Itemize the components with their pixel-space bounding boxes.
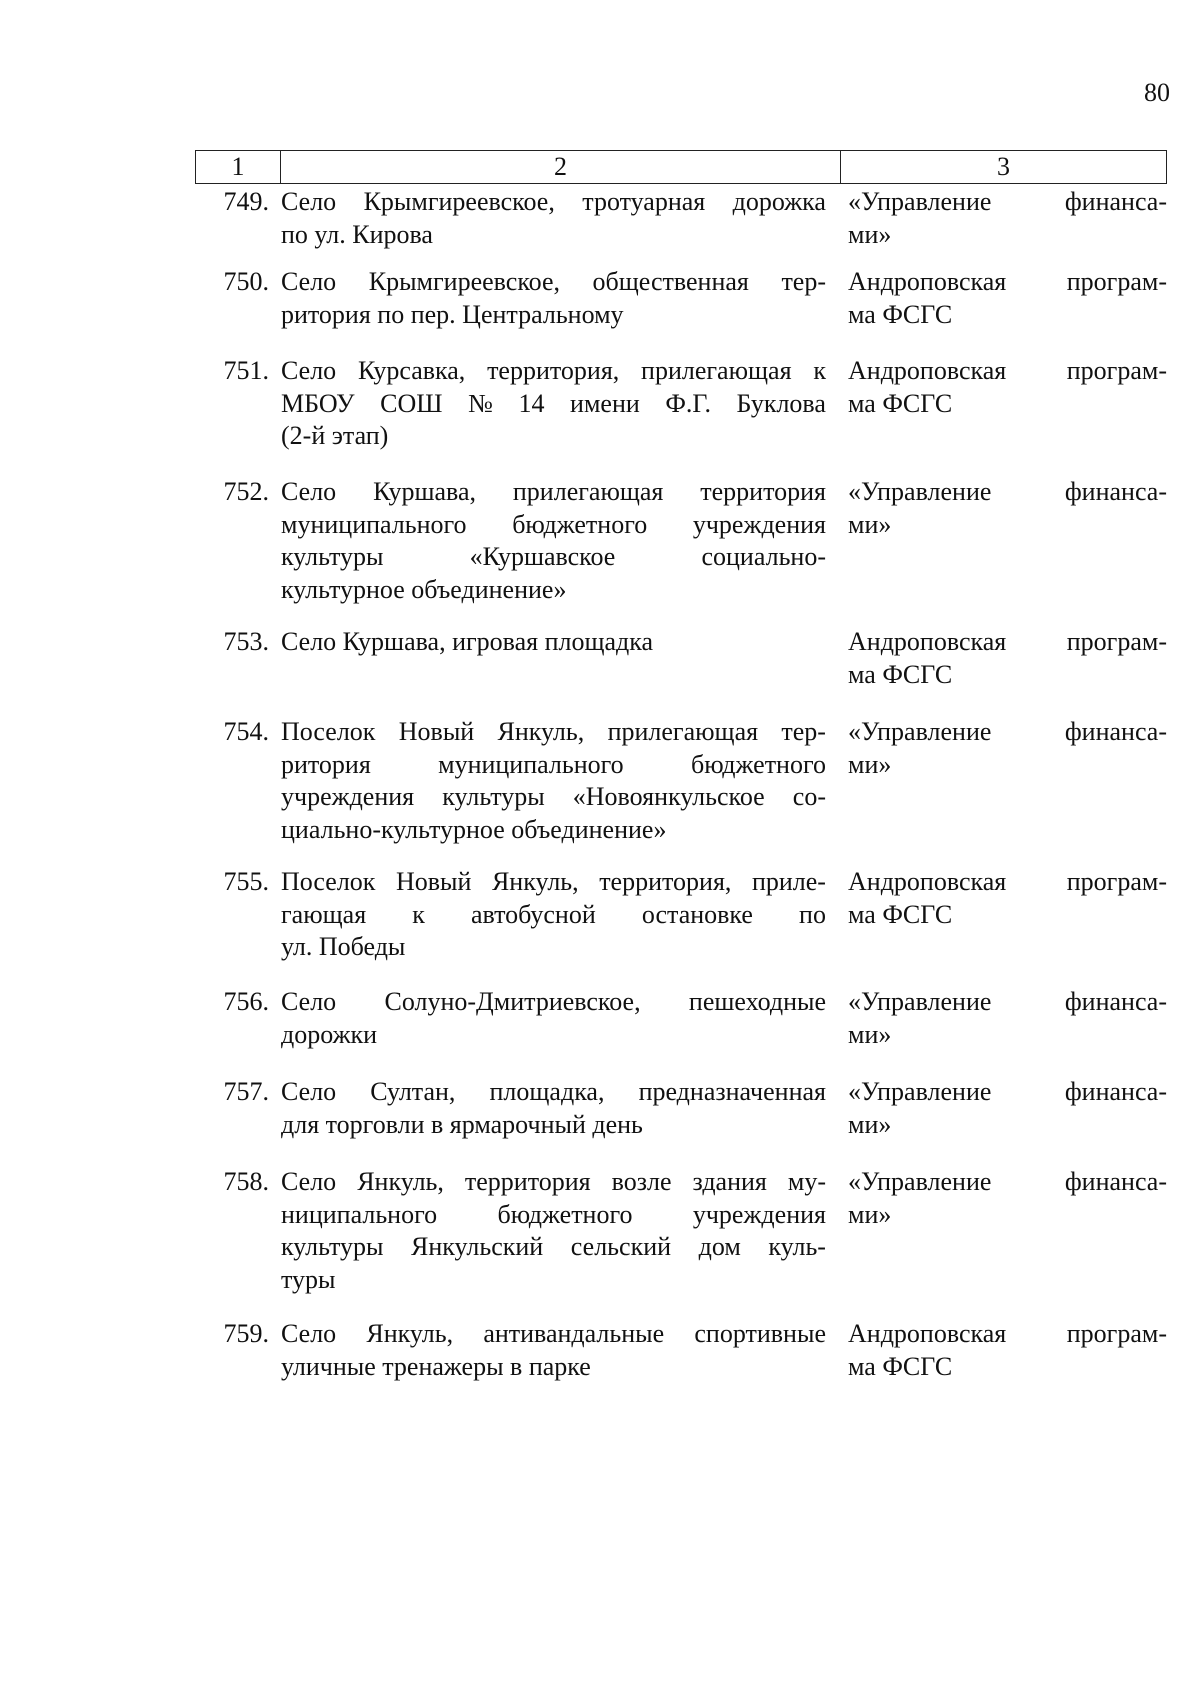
object-name-line: по ул. Кирова (281, 219, 433, 249)
object-name-line: Село Крымгиреевское, тротуарная дорожка (281, 187, 826, 216)
table-row (195, 1076, 1167, 1141)
funding-source-line: ма ФСГС (848, 1351, 953, 1381)
object-name (280, 355, 826, 453)
object-name-line: ниципального бюджетного учреждения (281, 1199, 826, 1229)
row-number: 757. (223, 1077, 269, 1106)
table-row (195, 186, 1167, 251)
funding-source (826, 355, 1167, 453)
object-name (280, 866, 826, 964)
object-name-line: дорожки (281, 1019, 378, 1049)
object-name-line: МБОУ СОШ № 14 имени Ф.Г. Буклова (281, 388, 826, 418)
funding-source-line: «Управление финанса- (848, 987, 1167, 1016)
funding-source (826, 266, 1167, 331)
table-row (195, 355, 1167, 453)
funding-source (826, 1166, 1167, 1296)
funding-source-line: ми» (848, 1019, 892, 1049)
object-name-line: туры (281, 1264, 336, 1294)
row-number: 751. (223, 356, 269, 385)
object-name-line: Село Янкуль, антивандальные спортивные (281, 1319, 826, 1348)
funding-source-line: Андроповская програм- (848, 267, 1167, 296)
table-row (195, 716, 1167, 846)
table-row (195, 1318, 1167, 1383)
funding-source-line: ма ФСГС (848, 299, 953, 329)
table-row (195, 266, 1167, 331)
object-name-line: Поселок Новый Янкуль, территория, приле- (281, 867, 826, 896)
table-row (195, 1166, 1167, 1296)
row-number: 753. (223, 627, 269, 656)
table-row (195, 986, 1167, 1051)
object-name-line: культуры Янкульский сельский дом куль- (281, 1232, 826, 1261)
object-name-line: Село Крымгиреевское, общественная тер- (281, 267, 826, 296)
row-number: 758. (223, 1167, 269, 1196)
object-name (280, 186, 826, 251)
page-number: 80 (1144, 78, 1170, 107)
funding-source (826, 986, 1167, 1051)
object-name-line: муниципального бюджетного учреждения (281, 509, 826, 539)
row-number: 750. (223, 267, 269, 296)
object-name (280, 1318, 826, 1383)
funding-source-line: Андроповская програм- (848, 356, 1167, 385)
object-name-line: Село Янкуль, территория возле здания му- (281, 1167, 826, 1196)
object-name (280, 1076, 826, 1141)
object-name-line: (2-й этап) (281, 421, 389, 450)
object-name-line: культурное объединение» (281, 574, 567, 604)
object-name-line: ритория по пер. Центральному (281, 299, 624, 329)
funding-source-line: ми» (848, 1109, 892, 1139)
funding-source-line: Андроповская програм- (848, 627, 1167, 656)
object-name-line: ул. Победы (281, 932, 406, 961)
object-name (280, 716, 826, 846)
object-name-line: циально-культурное объединение» (281, 814, 667, 844)
funding-source-line: ми» (848, 219, 892, 249)
funding-source-line: ми» (848, 749, 892, 779)
funding-source-line: ма ФСГС (848, 659, 953, 689)
funding-source-line: Андроповская програм- (848, 867, 1167, 896)
object-name (280, 476, 826, 606)
object-name-line: Село Куршава, прилегающая территория (281, 477, 826, 506)
table-row (195, 866, 1167, 964)
row-number: 756. (223, 987, 269, 1016)
table-row (195, 476, 1167, 606)
funding-source-line: Андроповская програм- (848, 1319, 1167, 1348)
funding-source (826, 1076, 1167, 1141)
table-header (195, 150, 1167, 184)
object-name-line: Село Султан, площадка, предназначенная (281, 1077, 826, 1106)
funding-source (826, 476, 1167, 606)
funding-source-line: ми» (848, 509, 892, 539)
funding-source-line: ми» (848, 1199, 892, 1229)
object-name-line: ритория муниципального бюджетного (281, 749, 826, 779)
funding-source-line: «Управление финанса- (848, 717, 1167, 746)
row-number: 759. (223, 1319, 269, 1348)
object-name-line: Село Курсавка, территория, прилегающая к (281, 356, 826, 385)
funding-source-line: «Управление финанса- (848, 1167, 1167, 1196)
funding-source (826, 626, 1167, 691)
object-name-line: уличные тренажеры в парке (281, 1351, 591, 1381)
object-name-line: учреждения культуры «Новоянкульское со- (281, 782, 826, 811)
object-name-line: для торговли в ярмарочный день (281, 1109, 643, 1139)
row-number: 749. (223, 187, 269, 216)
funding-source-line: «Управление финанса- (848, 1077, 1167, 1106)
object-name-line: гающая к автобусной остановке по (281, 899, 826, 929)
header-cell-3: 3 (997, 152, 1010, 181)
funding-source-line: «Управление финанса- (848, 187, 1167, 216)
row-number: 754. (223, 717, 269, 746)
funding-source-line: ма ФСГС (848, 899, 953, 929)
funding-source (826, 866, 1167, 964)
row-number: 752. (223, 477, 269, 506)
object-name-line: культуры «Куршавское социально- (281, 542, 826, 571)
header-cell-2: 2 (281, 151, 841, 183)
table-row (195, 626, 1167, 691)
funding-source (826, 1318, 1167, 1383)
header-cell-1: 1 (196, 151, 281, 183)
object-name (280, 986, 826, 1051)
object-name (280, 626, 826, 691)
object-name-line: Село Солуно-Дмитриевское, пешеходные (281, 987, 826, 1016)
object-name-line: Поселок Новый Янкуль, прилегающая тер- (281, 717, 826, 746)
row-number: 755. (223, 867, 269, 896)
funding-source-line: «Управление финанса- (848, 477, 1167, 506)
object-name (280, 266, 826, 331)
object-name-line: Село Куршава, игровая площадка (281, 627, 654, 656)
funding-source (826, 186, 1167, 251)
funding-source-line: ма ФСГС (848, 388, 953, 418)
funding-source (826, 716, 1167, 846)
object-name (280, 1166, 826, 1296)
